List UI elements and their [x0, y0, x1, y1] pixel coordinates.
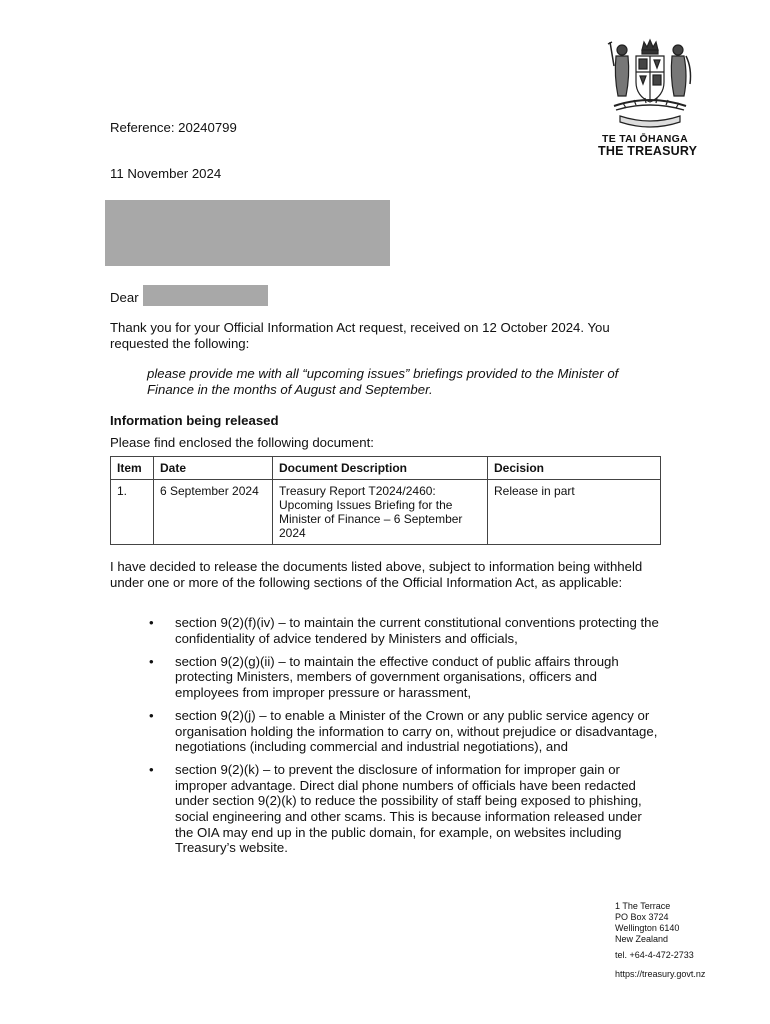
nz-coat-of-arms-icon — [596, 36, 704, 132]
cell-item: 1. — [111, 480, 154, 545]
list-item — [110, 708, 660, 755]
bullet: • — [149, 707, 154, 723]
list-item — [110, 654, 660, 701]
address-line: New Zealand — [615, 934, 669, 944]
letter-date: 11 November 2024 — [110, 166, 222, 181]
address-line: 1 The Terrace — [615, 901, 671, 911]
list-item — [110, 615, 660, 646]
redacted-recipient-name — [143, 285, 268, 306]
header-description: Document Description — [273, 457, 488, 480]
intro-paragraph: Thank you for your Official Information Act request, received on 12 October 2024. You requested the following: — [110, 320, 610, 351]
address-line: Wellington 6140 — [615, 923, 680, 933]
redacted-address-block — [105, 200, 390, 266]
address-line: PO Box 3724 — [615, 912, 669, 922]
cell-decision: Release in part — [488, 480, 661, 545]
table-row — [111, 480, 661, 545]
section-text: section 9(2)(g)(ii) – to maintain the effective conduct of public affairs through protecting Ministers, members of government organisations, officers and employees from improper pressure or harassment, — [175, 653, 619, 700]
withholding-sections-list — [110, 615, 660, 863]
header-decision: Decision — [488, 457, 661, 480]
bullet: • — [149, 615, 154, 630]
section-text: section 9(2)(f)(iv) – to maintain the current constitutional conventions protecting the confidentiality of advice tendered by Ministers and officials, — [175, 615, 659, 646]
section-text: section 9(2)(k) – to prevent the disclosure of information for improper gain or improper advantage. Direct dial phone numbers of officials have been redacted under section 9(2)(k) to reduce the possibility of staff being exposed to phishing, social engineering and other scams. This is because information released under the OIA may end up in the public domain, for example, on websites including Treasury’s website. — [175, 762, 642, 856]
enclosed-documents-text: Please find enclosed the following document: — [110, 435, 374, 450]
bullet: • — [149, 653, 154, 669]
documents-table — [110, 456, 661, 545]
section-text: section 9(2)(j) – to enable a Minister of the Crown or any public service agency or organisation holding the information to carry on, without prejudice or disadvantage, negotiations (including commercial and industrial negotiations), and — [175, 707, 658, 755]
phone-number: tel. +64-4-472-2733 — [615, 950, 694, 960]
bullet: • — [149, 762, 154, 778]
decision-paragraph: I have decided to release the documents listed above, subject to information being withheld under one or more of the following sections of the Official Information Act, as applicable: — [110, 559, 643, 590]
cell-date: 6 September 2024 — [154, 480, 273, 545]
list-item — [110, 762, 660, 856]
header-date: Date — [154, 457, 273, 480]
org-name-english: THE TREASURY — [598, 144, 698, 158]
header-item: Item — [111, 457, 154, 480]
website-link[interactable]: https://treasury.govt.nz — [615, 969, 706, 979]
reference-number: Reference: 20240799 — [110, 120, 237, 135]
table-header-row — [111, 457, 661, 480]
footer-contact — [615, 901, 705, 980]
request-quote: please provide me with all “upcoming issues” briefings provided to the Minister of Finance in the months of August and September. — [147, 366, 619, 397]
org-name-maori: TE TAI ŌHANGA — [602, 133, 688, 145]
section-heading: Information being released — [110, 413, 279, 428]
salutation: Dear — [110, 290, 139, 305]
cell-description: Treasury Report T2024/2460: Upcoming Issues Briefing for the Minister of Finance – 6 September 2024 — [273, 480, 488, 545]
